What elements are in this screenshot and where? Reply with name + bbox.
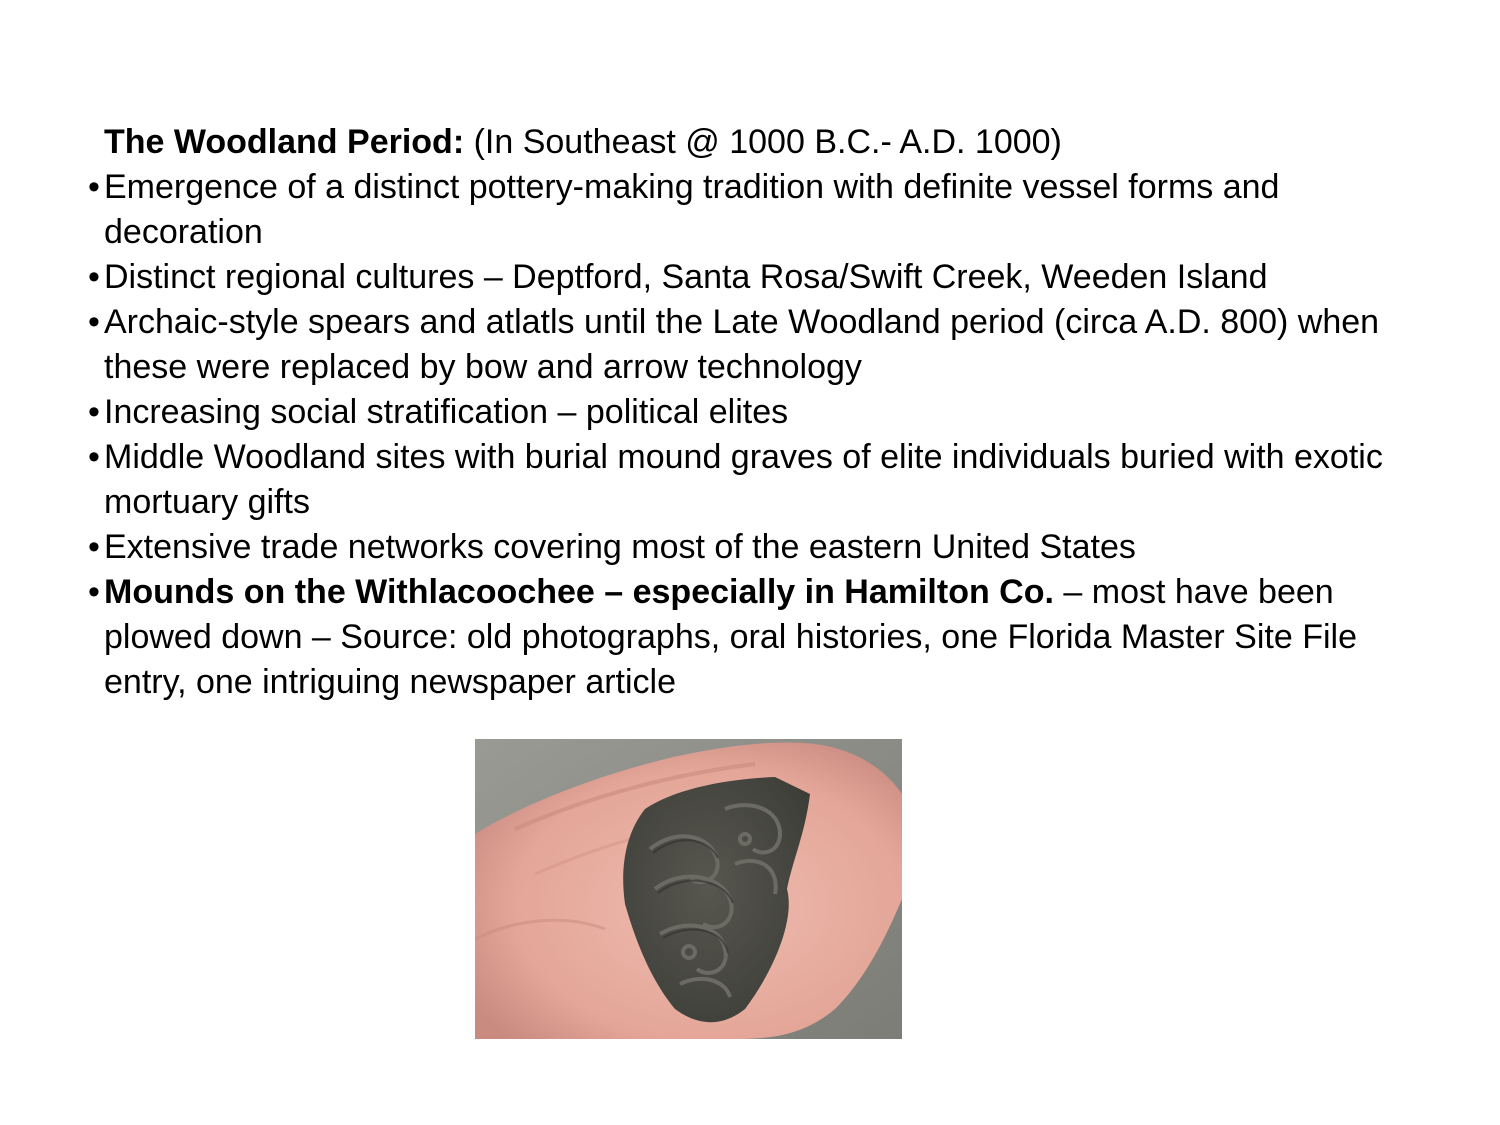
bullet-text: Extensive trade networks covering most of the eastern United States <box>104 528 1136 566</box>
bullet-text: – most have been plowed down – Source: old photographs, oral histories, one Florida Master Site File entry, one intriguing newspaper article <box>104 573 1358 701</box>
pottery-sherd-photo <box>475 739 902 1039</box>
bullet-dot: • <box>88 573 100 611</box>
heading-bold: The Woodland Period: <box>104 123 465 161</box>
slide-heading <box>88 120 1428 165</box>
bullet-dot: • <box>88 393 100 431</box>
bullet-dot: • <box>88 438 100 476</box>
bullet-text: Distinct regional cultures – Deptford, Santa Rosa/Swift Creek, Weeden Island <box>104 258 1268 296</box>
bullet-text: Emergence of a distinct pottery-making tradition with definite vessel forms and decoration <box>104 168 1280 251</box>
bullet-item <box>88 255 1428 300</box>
bullet-dot: • <box>88 258 100 296</box>
bullet-bold-text: Mounds on the Withlacoochee – especially in Hamilton Co. <box>104 573 1054 611</box>
bullet-text: Archaic-style spears and atlatls until the Late Woodland period (circa A.D. 800) when these were replaced by bow and arrow technology <box>104 303 1380 386</box>
bullet-dot: • <box>88 168 100 206</box>
bullet-item <box>88 390 1428 435</box>
bullet-dot: • <box>88 528 100 566</box>
bullet-item <box>88 165 1428 255</box>
bullet-text: Middle Woodland sites with burial mound graves of elite individuals buried with exotic mortuary gifts <box>104 438 1383 521</box>
bullet-item <box>88 525 1428 570</box>
bullet-item <box>88 300 1428 390</box>
bullet-dot: • <box>88 303 100 341</box>
slide-text <box>88 120 1428 705</box>
bullet-item <box>88 570 1428 705</box>
heading-date-range: (In Southeast @ 1000 B.C.- A.D. 1000) <box>464 123 1062 161</box>
bullet-item <box>88 435 1428 525</box>
bullet-list <box>88 165 1428 705</box>
bullet-text: Increasing social stratification – political elites <box>104 393 789 431</box>
pottery-sherd-illustration <box>475 739 902 1039</box>
